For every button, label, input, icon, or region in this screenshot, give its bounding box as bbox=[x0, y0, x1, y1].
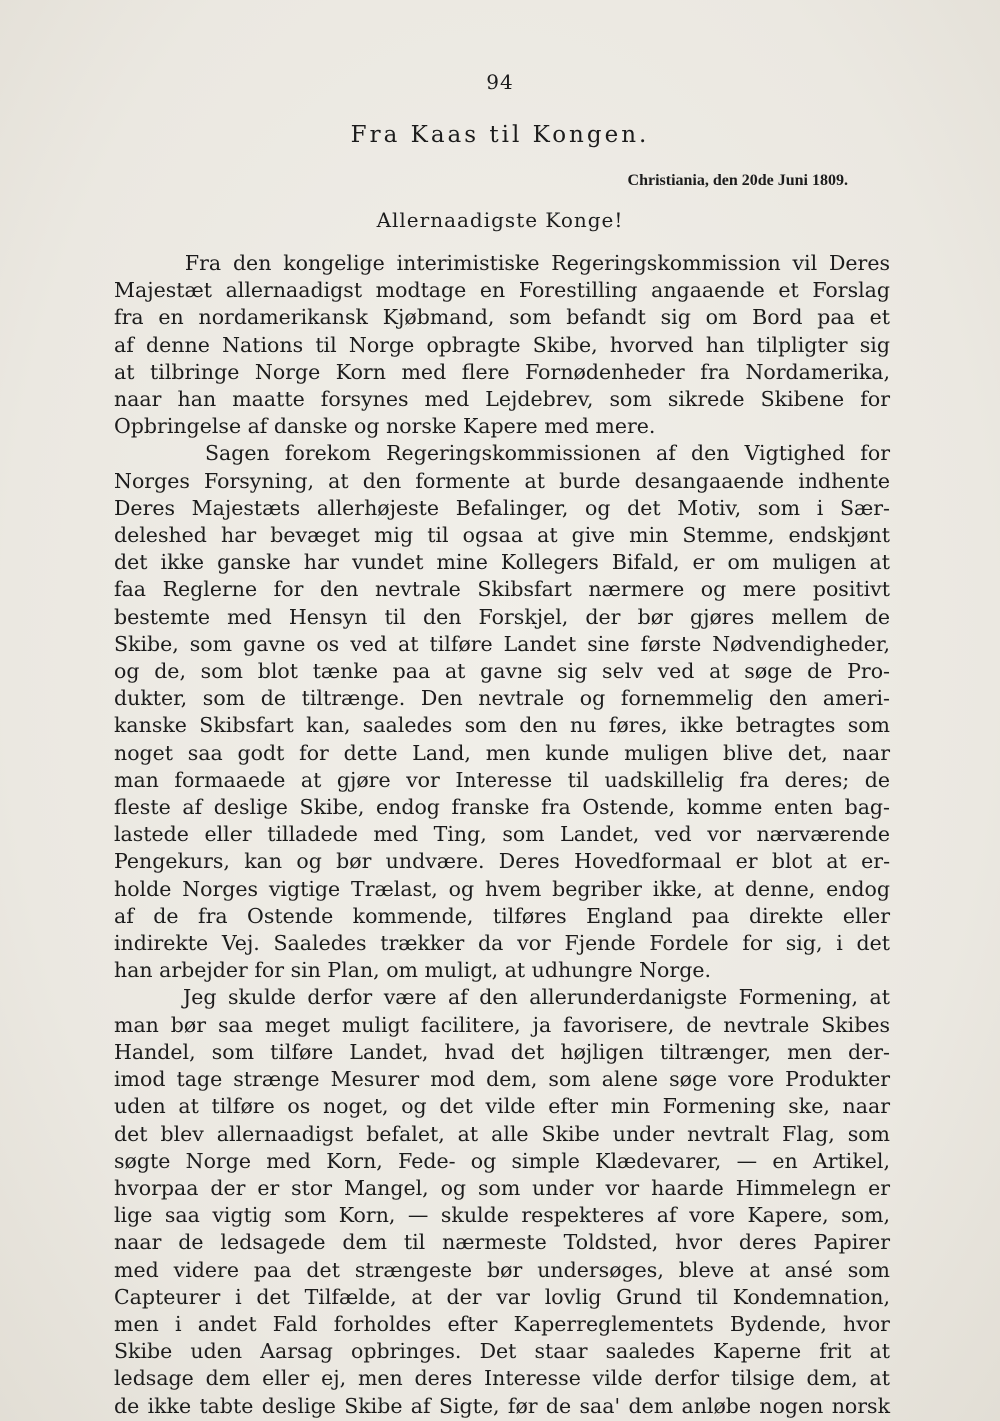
text-line: Skibe, som gavne os ved at tilføre Landet sine første Nødvendigheder, bbox=[114, 631, 890, 656]
text-line: kanske Skibsfart kan, saaledes som den nu føres, ikke betragtes som bbox=[114, 713, 890, 738]
text-line: af denne Nations til Norge opbragte Skibe, hvorved han tilpligter sig bbox=[114, 332, 890, 357]
text-line: noget saa godt for dette Land, men kunde muligen blive det, naar bbox=[114, 740, 890, 765]
text-line: søgte Norge med Korn, Fede- og simple Klædevarer, — en Artikel, bbox=[114, 1148, 890, 1173]
text-line: Norges Forsyning, at den formente at burde desangaaende indhente bbox=[114, 468, 890, 493]
text-line: det blev allernaadigst befalet, at alle Skibe under nevtralt Flag, som bbox=[114, 1121, 890, 1146]
text-line: naar han maatte forsynes med Lejdebrev, som sikrede Skibene for bbox=[114, 387, 890, 412]
text-line: deleshed har bevæget mig til ogsaa at give min Stemme, endskjønt bbox=[114, 523, 890, 548]
text-line: og de, som blot tænke paa at gavne sig selv ved at søge de Pro- bbox=[114, 659, 890, 684]
dateline: Christiania, den 20de Juni 1809. bbox=[627, 172, 848, 189]
text-line: man bør saa meget muligt facilitere, ja favorisere, de nevtrale Skibes bbox=[114, 1012, 890, 1037]
text-line: lastede eller tilladede med Ting, som Landet, ved vor nærværende bbox=[114, 822, 890, 847]
text-line: lige saa vigtig som Korn, — skulde respekteres af vore Kapere, som, bbox=[114, 1203, 890, 1228]
page-number: 94 bbox=[486, 70, 514, 94]
text-line: Capteurer i det Tilfælde, at der var lovlig Grund til Kondemnation, bbox=[114, 1284, 890, 1309]
text-line: de ikke tabte deslige Skibe af Sigte, før de saa' dem anløbe nogen norsk bbox=[114, 1393, 890, 1418]
letter-body bbox=[114, 250, 890, 1420]
text-line: af de fra Ostende kommende, tilføres England paa direkte eller bbox=[114, 903, 890, 928]
text-line: med videre paa det strængeste bør undersøges, bleve at ansé som bbox=[114, 1257, 890, 1282]
text-line: Majestæt allernaadigst modtage en Forestilling angaaende et Forslag bbox=[114, 278, 890, 303]
text-line: ledsage dem eller ej, men deres Interesse vilde derfor tilsige dem, at bbox=[114, 1366, 890, 1391]
text-line: indirekte Vej. Saaledes trækker da vor Fjende Fordele for sig, i det bbox=[114, 931, 890, 956]
text-line: Fra den kongelige interimistiske Regeringskommission vil Deres bbox=[114, 251, 890, 275]
text-line: faa Reglerne for den nevtrale Skibsfart nærmere og mere positivt bbox=[114, 577, 890, 602]
text-line: men i andet Fald forholdes efter Kaperreglementets Bydende, hvor bbox=[114, 1311, 890, 1336]
text-line: dukter, som de tiltrænge. Den nevtrale og fornemmelig den ameri- bbox=[114, 686, 890, 711]
text-line: han arbejder for sin Plan, om muligt, at udhungre Norge. bbox=[114, 958, 711, 983]
text-line: hvorpaa der er stor Mangel, og som under vor haarde Himmelegn er bbox=[114, 1175, 890, 1200]
text-line: det ikke ganske har vundet mine Kollegers Bifald, er om muligen at bbox=[114, 550, 890, 575]
text-line: Deres Majestæts allerhøjeste Befalinger, og det Motiv, som i Sær- bbox=[114, 495, 890, 520]
text-line: naar de ledsagede dem til nærmeste Toldsted, hvor deres Papirer bbox=[114, 1230, 890, 1255]
text-line: man formaaede at gjøre vor Interesse til uadskillelig fra deres; de bbox=[114, 767, 890, 792]
text-line: Sagen forekom Regeringskommissionen af den Vigtighed for bbox=[114, 441, 890, 466]
text-line: holde Norges vigtige Trælast, og hvem begriber ikke, at denne, endog bbox=[114, 876, 890, 901]
text-line: Handel, som tilføre Landet, hvad det højligen tiltrænger, men der- bbox=[114, 1039, 890, 1064]
text-line: uden at tilføre os noget, og det vilde efter min Formening ske, naar bbox=[114, 1094, 890, 1119]
text-line: at tilbringe Norge Korn med flere Fornødenheder fra Nordamerika, bbox=[114, 359, 890, 384]
text-line: Opbringelse af danske og norske Kapere med mere. bbox=[114, 414, 656, 439]
text-line: fra en nordamerikansk Kjøbmand, som befandt sig om Bord paa et bbox=[114, 305, 890, 330]
text-line: bestemte med Hensyn til den Forskjel, der bør gjøres mellem de bbox=[114, 604, 890, 629]
text-line: fleste af deslige Skibe, endog franske fra Ostende, komme enten bag- bbox=[114, 795, 890, 820]
text-line: imod tage strænge Mesurer mod dem, som alene søge vore Produkter bbox=[114, 1067, 890, 1092]
salutation: Allernaadigste Konge! bbox=[376, 208, 624, 232]
letter-title: Fra Kaas til Kongen. bbox=[350, 122, 650, 148]
text-line: Skibe uden Aarsag opbringes. Det staar saaledes Kaperne frit at bbox=[114, 1339, 890, 1364]
text-line: Jeg skulde derfor være af den allerunderdanigste Formening, at bbox=[114, 985, 890, 1010]
text-line: Pengekurs, kan og bør undvære. Deres Hovedformaal er blot at er- bbox=[114, 849, 890, 874]
